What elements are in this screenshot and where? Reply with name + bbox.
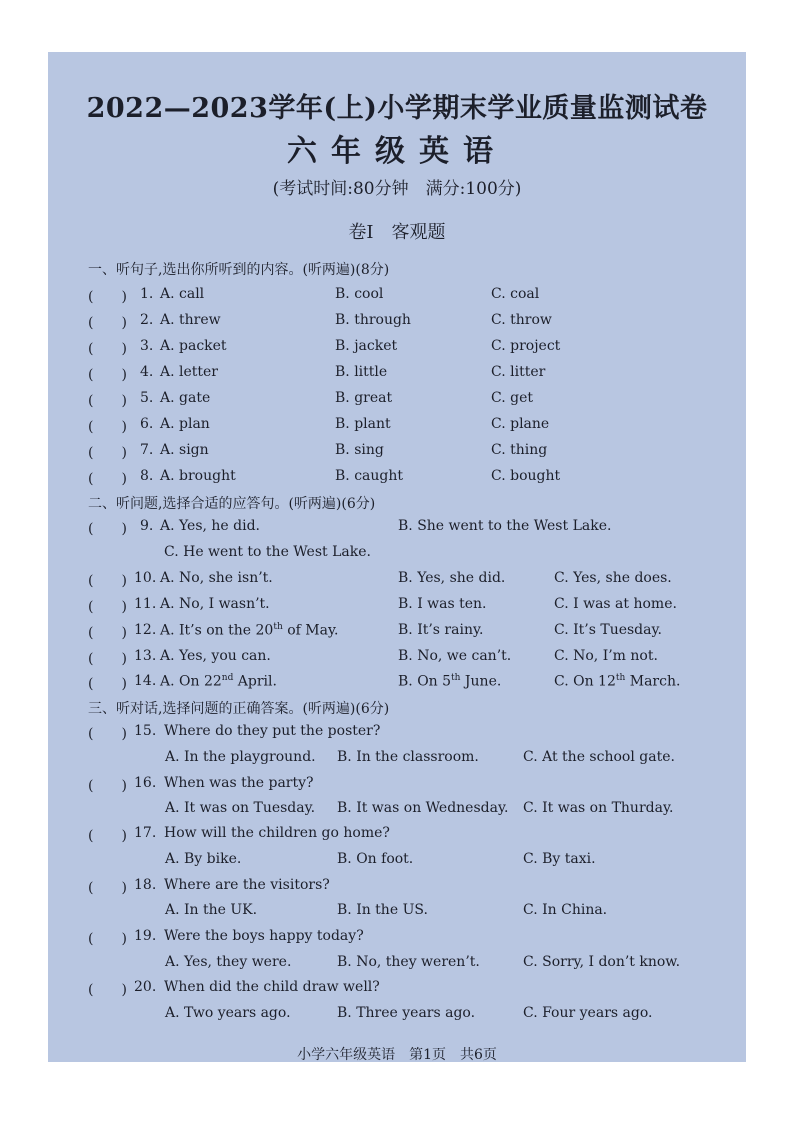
ordinal-suffix: th [273,622,283,632]
question-number: 1. [140,286,154,302]
exam-info: (考试时间:80分钟 满分:100分) [272,179,522,199]
option-b: B. plant [335,416,391,432]
option-a-text: A. On 22 [160,673,222,690]
answer-blank[interactable]: ( ) [88,393,127,409]
answer-blank[interactable]: ( ) [88,651,127,667]
option-b: B. No, we can’t. [398,648,512,664]
option-a: A. By bike. [165,851,242,867]
question-row [0,877,794,901]
option-b: B. sing [335,442,384,458]
option-c: C. Four years ago. [523,1005,653,1021]
option-a: A. threw [160,312,221,328]
option-c: C. In China. [523,902,608,918]
options-row [0,800,794,824]
question-text: Where do they put the poster? [164,723,381,739]
option-c: C. It was on Thurday. [523,800,674,816]
question-number: 2. [140,312,154,328]
answer-blank[interactable]: ( ) [88,778,127,794]
answer-blank[interactable]: ( ) [88,880,127,896]
exam-title: 2022—2023学年(上)小学期末学业质量监测试卷 [86,93,708,124]
option-a: A. Yes, you can. [160,648,271,664]
answer-blank[interactable]: ( ) [88,599,127,615]
option-a: A. plan [160,416,210,432]
option-b: B. In the classroom. [337,749,479,765]
volume-heading: 卷Ⅰ 客观题 [348,222,446,243]
option-b: B. Three years ago. [337,1005,476,1021]
answer-blank[interactable]: ( ) [88,726,127,742]
question-row [0,825,794,849]
options-row [0,902,794,926]
ordinal-suffix: nd [221,673,234,683]
options-row [0,954,794,978]
question-number: 7. [140,442,154,458]
option-b: B. I was ten. [398,596,487,612]
option-b: B. In the US. [337,902,428,918]
option-c: C. Yes, she does. [554,570,672,586]
option-c-text: C. On 12 [554,673,616,690]
exam-subtitle: 六年级英语 [287,134,507,169]
option-a: A. Yes, they were. [165,954,292,970]
option-a-text: A. It’s on the 20 [160,622,274,639]
option-c: C. get [491,390,533,406]
option-a: A. call [160,286,205,302]
section-3-heading: 三、听对话,选择问题的正确答案。(听两遍)(6分) [88,701,390,717]
question-row [0,723,794,747]
option-b: B. through [335,312,411,328]
question-text: Where are the visitors? [164,877,330,893]
ordinal-suffix: th [451,673,461,683]
option-b: B. great [335,390,393,406]
question-number: 20. [134,979,157,995]
option-b-text: B. On 5 [398,673,452,690]
question-number: 18. [134,877,157,893]
question-row [0,979,794,1003]
option-a: A. It was on Tuesday. [165,800,316,816]
option-a [160,622,338,639]
option-c-tail: March. [625,673,681,690]
question-row [0,596,794,620]
question-row [0,416,794,440]
option-c: C. throw [491,312,552,328]
question-row [0,364,794,388]
ordinal-suffix: th [615,673,626,683]
question-number: 9. [140,518,154,534]
option-a [160,673,277,690]
question-number: 12. [134,622,157,638]
option-b: B. It’s rainy. [398,622,484,638]
question-text: How will the children go home? [164,825,390,841]
question-text: When did the child draw well? [164,979,380,995]
option-b-tail: June. [460,673,502,690]
answer-blank[interactable]: ( ) [88,625,127,641]
option-b: B. She went to the West Lake. [398,518,612,534]
question-number: 3. [140,338,154,354]
question-row [0,673,794,697]
option-c: C. coal [491,286,540,302]
question-number: 17. [134,825,157,841]
option-b: B. caught [335,468,403,484]
option-a: A. No, I wasn’t. [160,596,270,612]
option-a: A. packet [160,338,227,354]
question-number: 5. [140,390,154,406]
question-row [0,286,794,310]
question-row [0,312,794,336]
question-row [0,518,794,542]
answer-blank[interactable]: ( ) [88,931,127,947]
answer-blank[interactable]: ( ) [88,341,127,357]
option-c: C. litter [491,364,546,380]
option-b: B. No, they weren’t. [337,954,480,970]
answer-blank[interactable]: ( ) [88,521,127,537]
options-row [0,851,794,875]
answer-blank[interactable]: ( ) [88,471,127,487]
options-row [0,749,794,773]
question-number: 13. [134,648,157,664]
option-c: C. He went to the West Lake. [164,544,371,560]
answer-blank[interactable]: ( ) [88,315,127,331]
answer-blank[interactable]: ( ) [88,367,127,383]
answer-blank[interactable]: ( ) [88,982,127,998]
option-c: C. By taxi. [523,851,596,867]
question-number: 16. [134,775,157,791]
question-row [0,390,794,414]
option-c: C. I was at home. [554,596,677,612]
option-c: C. project [491,338,561,354]
section-2-heading: 二、听问题,选择合适的应答句。(听两遍)(6分) [88,496,376,512]
page-footer: 小学六年级英语 第1页 共6页 [297,1047,497,1063]
option-a: A. Yes, he did. [160,518,261,534]
option-b: B. cool [335,286,384,302]
question-row [0,570,794,594]
question-text: Were the boys happy today? [164,928,364,944]
question-number: 11. [134,596,157,612]
question-row-continued [0,544,794,568]
question-row [0,338,794,362]
option-b: B. It was on Wednesday. [337,800,509,816]
question-row [0,775,794,799]
question-number: 15. [134,723,157,739]
option-a: A. brought [160,468,236,484]
option-a: A. In the UK. [165,902,258,918]
question-number: 14. [134,673,157,689]
question-number: 6. [140,416,154,432]
option-a: A. sign [160,442,209,458]
option-a: A. letter [160,364,219,380]
option-c: C. No, I’m not. [554,648,658,664]
option-c: C. Sorry, I don’t know. [523,954,681,970]
option-b: B. On foot. [337,851,414,867]
answer-blank[interactable]: ( ) [88,828,127,844]
question-number: 8. [140,468,154,484]
option-a: A. No, she isn’t. [160,570,273,586]
option-c: C. bought [491,468,561,484]
option-a: A. In the playground. [165,749,316,765]
question-row [0,928,794,952]
section-1-heading: 一、听句子,选出你所听到的内容。(听两遍)(8分) [88,262,390,278]
option-b: B. Yes, she did. [398,570,506,586]
option-c: C. plane [491,416,550,432]
answer-blank[interactable]: ( ) [88,419,127,435]
question-number: 19. [134,928,157,944]
answer-blank[interactable]: ( ) [88,289,127,305]
answer-blank[interactable]: ( ) [88,445,127,461]
option-c: C. thing [491,442,548,458]
option-c: C. At the school gate. [523,749,675,765]
option-c: C. It’s Tuesday. [554,622,662,638]
option-a: A. gate [160,390,211,406]
option-a-tail: of May. [282,622,339,639]
question-row [0,648,794,672]
question-row [0,442,794,466]
option-c [554,673,680,690]
question-text: When was the party? [164,775,314,791]
question-number: 4. [140,364,154,380]
answer-blank[interactable]: ( ) [88,676,127,692]
option-a-tail: April. [233,673,277,690]
option-b: B. little [335,364,388,380]
options-row [0,1005,794,1029]
option-a: A. Two years ago. [165,1005,291,1021]
question-number: 10. [134,570,157,586]
answer-blank[interactable]: ( ) [88,573,127,589]
question-row [0,622,794,646]
question-row [0,468,794,492]
option-b [398,673,501,690]
option-b: B. jacket [335,338,398,354]
